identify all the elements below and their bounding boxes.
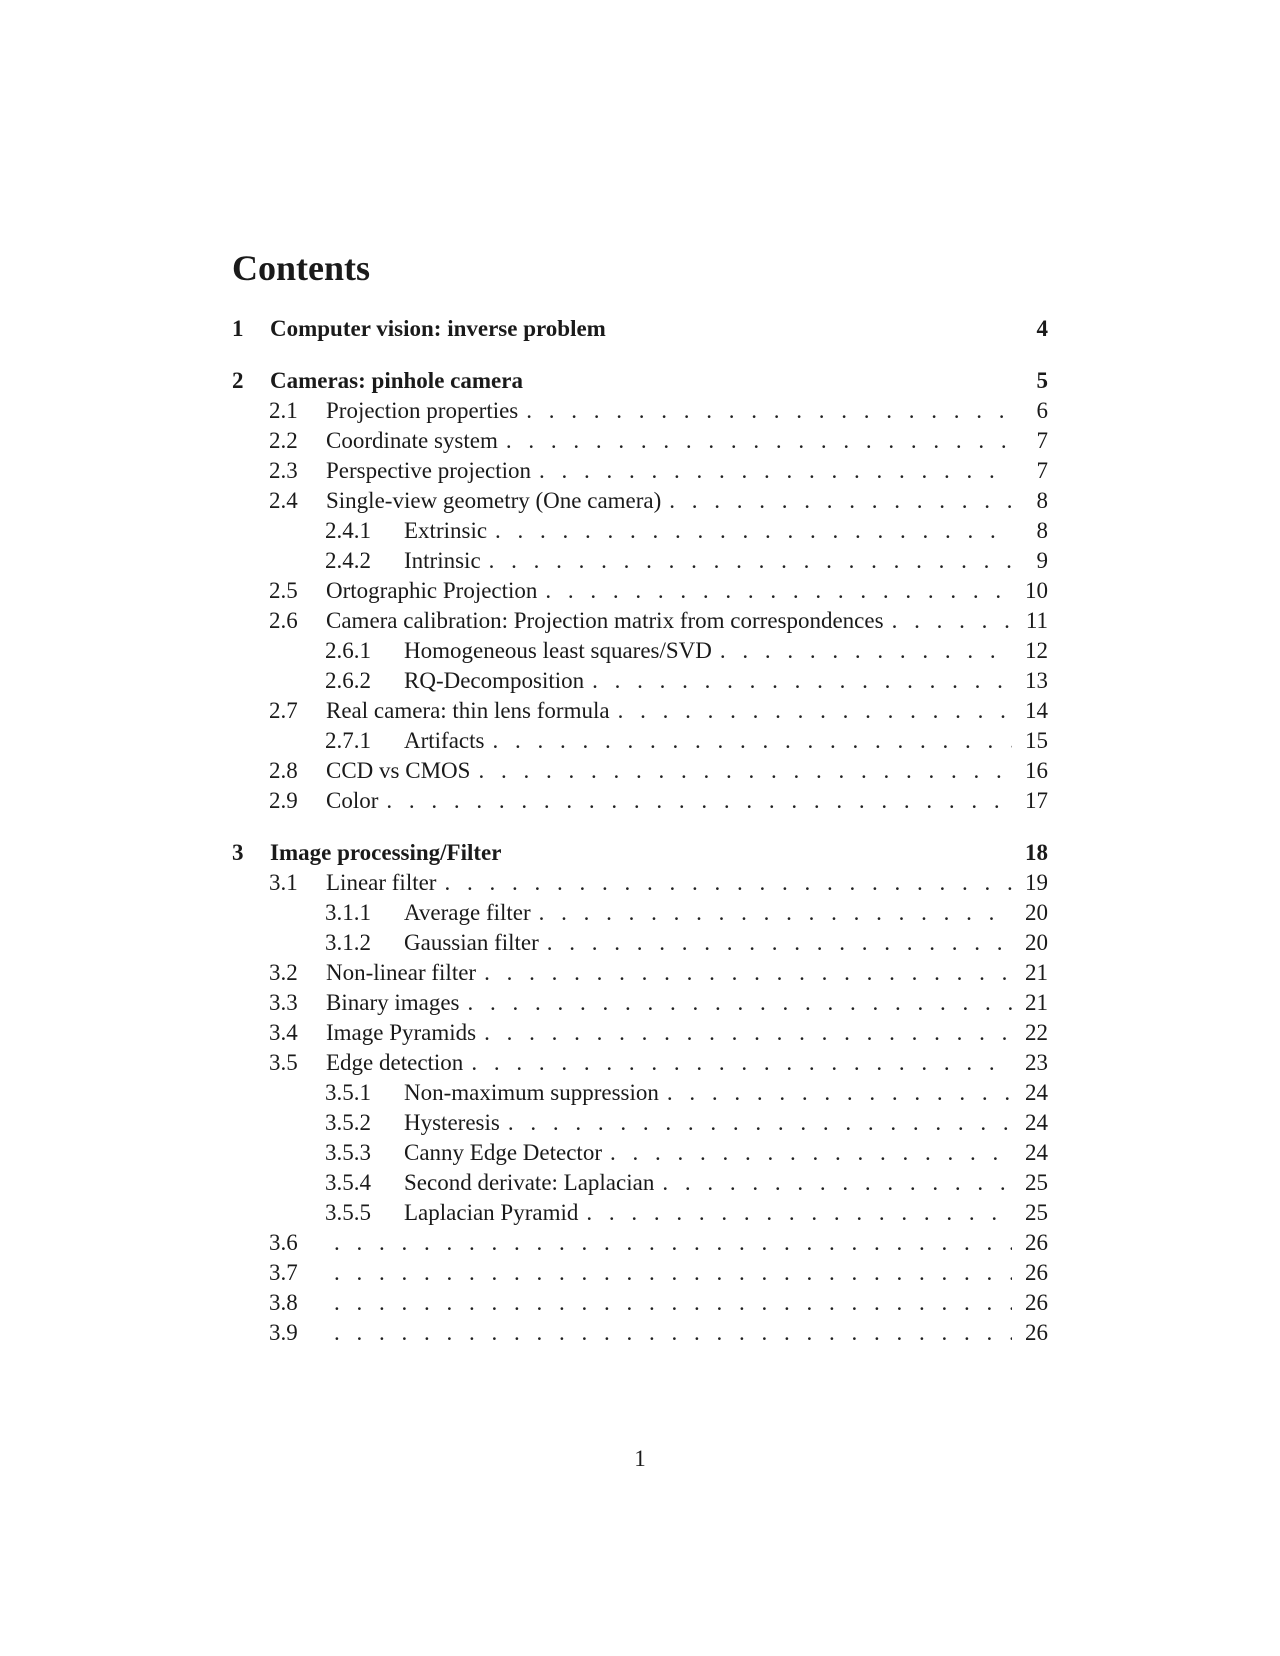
toc-entry-number: 2.1 — [269, 398, 298, 423]
toc-subsection-entry[interactable] — [232, 726, 1048, 756]
toc-dot-leader — [892, 606, 1012, 636]
toc-entry-number: 3.1.2 — [325, 930, 371, 955]
toc-entry-title: Ortographic Projection — [326, 578, 538, 603]
toc-entry-page: 21 — [1025, 990, 1048, 1015]
toc-section-entry[interactable] — [232, 1018, 1048, 1048]
toc-entry-title: Artifacts — [404, 728, 485, 753]
toc-entry-page: 20 — [1025, 900, 1048, 925]
toc-entry-page: 7 — [1036, 458, 1048, 483]
toc-entry-page: 11 — [1025, 608, 1048, 633]
toc-entry-page: 24 — [1025, 1080, 1048, 1105]
toc-chapter-entry[interactable] — [232, 838, 1048, 868]
toc-dot-leader — [492, 726, 1012, 756]
toc-section-entry[interactable] — [232, 1048, 1048, 1078]
toc-dot-leader — [484, 958, 1012, 988]
toc-entry-number: 2.4.1 — [325, 518, 371, 543]
toc-entry-number: 3.1 — [269, 870, 298, 895]
toc-dot-leader — [586, 1198, 1012, 1228]
toc-entry-title: Intrinsic — [404, 548, 481, 573]
toc-entry-title: Image Pyramids — [326, 1020, 477, 1045]
toc-dot-leader — [720, 636, 1012, 666]
toc-entry-page: 24 — [1025, 1110, 1048, 1135]
toc-dot-leader — [547, 928, 1012, 958]
toc-section-entry[interactable] — [232, 868, 1048, 898]
toc-entry-number: 2.6 — [269, 608, 298, 633]
toc-section-entry[interactable] — [232, 1318, 1048, 1348]
toc-entry-page: 10 — [1025, 578, 1048, 603]
page-number: 1 — [634, 1446, 646, 1471]
toc-entry-page: 5 — [1036, 368, 1048, 393]
toc-entry-number: 2 — [232, 368, 244, 393]
toc-entry-title: Image processing/Filter — [270, 840, 502, 865]
toc-entry-number: 3.5 — [269, 1050, 298, 1075]
toc-dot-leader — [506, 426, 1012, 456]
toc-entry-number: 1 — [232, 316, 244, 341]
toc-subsection-entry[interactable] — [232, 1138, 1048, 1168]
toc-subsection-entry[interactable] — [232, 666, 1048, 696]
toc-entry-number: 3.8 — [269, 1290, 298, 1315]
toc-entry-number: 3.5.5 — [325, 1200, 371, 1225]
toc-section-entry[interactable] — [232, 576, 1048, 606]
toc-dot-leader — [667, 1078, 1012, 1108]
toc-chapter-entry[interactable] — [232, 314, 1048, 344]
toc-entry-number: 2.7 — [269, 698, 298, 723]
toc-entry-page: 16 — [1025, 758, 1048, 783]
toc-section-entry[interactable] — [232, 988, 1048, 1018]
toc-section-entry[interactable] — [232, 786, 1048, 816]
toc-section-entry[interactable] — [232, 696, 1048, 726]
toc-entry-number: 3.5.4 — [325, 1170, 371, 1195]
toc-dot-leader — [539, 456, 1012, 486]
toc-entry-page: 19 — [1025, 870, 1048, 895]
toc-entry-title: Homogeneous least squares/SVD — [404, 638, 712, 663]
toc-entry-page: 9 — [1036, 548, 1048, 573]
toc-entry-number: 2.9 — [269, 788, 298, 813]
toc-section-entry[interactable] — [232, 456, 1048, 486]
page-title: Contents — [232, 248, 371, 288]
toc-section-entry[interactable] — [232, 1228, 1048, 1258]
toc-section-entry[interactable] — [232, 1288, 1048, 1318]
toc-entry-title: Single-view geometry (One camera) — [326, 488, 662, 513]
toc-entry-page: 18 — [1025, 840, 1048, 865]
toc-entry-title: Camera calibration: Projection matrix from correspondences — [326, 608, 884, 633]
toc-entry-page: 24 — [1025, 1140, 1048, 1165]
toc-subsection-entry[interactable] — [232, 1198, 1048, 1228]
toc-subsection-entry[interactable] — [232, 928, 1048, 958]
toc-dot-leader — [610, 1138, 1012, 1168]
toc-entry-page: 25 — [1025, 1170, 1048, 1195]
toc-entry-page: 26 — [1025, 1320, 1048, 1345]
toc-dot-leader — [386, 786, 1012, 816]
toc-entry-title: Coordinate system — [326, 428, 498, 453]
toc-dot-leader — [618, 696, 1012, 726]
toc-section-entry[interactable] — [232, 606, 1048, 636]
toc-entry-number: 2.4.2 — [325, 548, 371, 573]
toc-dot-leader — [334, 1258, 1012, 1288]
toc-entry-page: 8 — [1036, 488, 1048, 513]
toc-entry-number: 3.4 — [269, 1020, 298, 1045]
toc-dot-leader — [334, 1288, 1012, 1318]
toc-entry-page: 8 — [1036, 518, 1048, 543]
toc-dot-leader — [478, 756, 1012, 786]
toc-entry-number: 3.5.3 — [325, 1140, 371, 1165]
toc-entry-number: 3.9 — [269, 1320, 298, 1345]
toc-entry-page: 17 — [1025, 788, 1048, 813]
toc-entry-title: Computer vision: inverse problem — [270, 316, 606, 341]
toc-entry-title: Canny Edge Detector — [404, 1140, 602, 1165]
toc-entry-page: 15 — [1025, 728, 1048, 753]
toc-entry-page: 22 — [1025, 1020, 1048, 1045]
toc-section-entry[interactable] — [232, 1258, 1048, 1288]
toc-subsection-entry[interactable] — [232, 1078, 1048, 1108]
toc-dot-leader — [489, 546, 1012, 576]
toc-dot-leader — [444, 868, 1012, 898]
toc-entry-page: 25 — [1025, 1200, 1048, 1225]
toc-dot-leader — [592, 666, 1012, 696]
toc-entry-title: Laplacian Pyramid — [404, 1200, 579, 1225]
toc-entry-title: Hysteresis — [404, 1110, 500, 1135]
toc-entry-title: Projection properties — [326, 398, 519, 423]
toc-dot-leader — [468, 988, 1013, 1018]
toc-entry-title: Color — [326, 788, 379, 813]
toc-subsection-entry[interactable] — [232, 1108, 1048, 1138]
toc-entry-page: 14 — [1025, 698, 1048, 723]
toc-entry-title: Extrinsic — [404, 518, 488, 543]
toc-section-entry[interactable] — [232, 486, 1048, 516]
toc-entry-number: 3.7 — [269, 1260, 298, 1285]
toc-entry-page: 23 — [1025, 1050, 1048, 1075]
toc-entry-number: 2.4 — [269, 488, 298, 513]
toc-entry-title: Linear filter — [326, 870, 437, 895]
table-of-contents — [232, 314, 1048, 1348]
toc-entry-page: 13 — [1025, 668, 1048, 693]
toc-section-entry[interactable] — [232, 958, 1048, 988]
toc-chapter-entry[interactable] — [232, 366, 1048, 396]
toc-entry-number: 2.6.2 — [325, 668, 371, 693]
toc-entry-title: Real camera: thin lens formula — [326, 698, 610, 723]
toc-dot-leader — [495, 516, 1012, 546]
toc-entry-title: Perspective projection — [326, 458, 532, 483]
toc-dot-leader — [484, 1018, 1012, 1048]
toc-dot-leader — [662, 1168, 1012, 1198]
toc-subsection-entry[interactable] — [232, 636, 1048, 666]
toc-section-entry[interactable] — [232, 396, 1048, 426]
toc-entry-number: 2.5 — [269, 578, 298, 603]
toc-entry-number: 2.3 — [269, 458, 298, 483]
toc-entry-page: 21 — [1025, 960, 1048, 985]
toc-entry-number: 2.2 — [269, 428, 298, 453]
toc-entry-page: 26 — [1025, 1290, 1048, 1315]
toc-dot-leader — [526, 396, 1012, 426]
toc-section-entry[interactable] — [232, 426, 1048, 456]
toc-entry-number: 3.5.2 — [325, 1110, 371, 1135]
toc-entry-number: 3.2 — [269, 960, 298, 985]
toc-entry-title: Non-linear filter — [326, 960, 477, 985]
toc-entry-number: 3.1.1 — [325, 900, 371, 925]
toc-entry-title: Binary images — [326, 990, 460, 1015]
toc-entry-page: 4 — [1036, 316, 1048, 341]
toc-entry-number: 3 — [232, 840, 244, 865]
toc-entry-title: Non-maximum suppression — [404, 1080, 659, 1105]
toc-entry-number: 3.6 — [269, 1230, 298, 1255]
toc-entry-page: 12 — [1025, 638, 1048, 663]
toc-subsection-entry[interactable] — [232, 546, 1048, 576]
toc-entry-number: 2.8 — [269, 758, 298, 783]
toc-subsection-entry[interactable] — [232, 516, 1048, 546]
toc-subsection-entry[interactable] — [232, 898, 1048, 928]
toc-entry-title: RQ-Decomposition — [404, 668, 585, 693]
toc-entry-title: Gaussian filter — [404, 930, 539, 955]
toc-section-entry[interactable] — [232, 756, 1048, 786]
toc-dot-leader — [508, 1108, 1012, 1138]
toc-entry-page: 26 — [1025, 1230, 1048, 1255]
toc-entry-title: CCD vs CMOS — [326, 758, 471, 783]
toc-entry-page: 26 — [1025, 1260, 1048, 1285]
toc-entry-number: 2.6.1 — [325, 638, 371, 663]
toc-dot-leader — [545, 576, 1012, 606]
toc-entry-number: 2.7.1 — [325, 728, 371, 753]
toc-dot-leader — [334, 1228, 1012, 1258]
toc-entry-page: 6 — [1036, 398, 1048, 423]
toc-entry-number: 3.5.1 — [325, 1080, 371, 1105]
toc-dot-leader — [334, 1318, 1012, 1348]
toc-entry-page: 7 — [1036, 428, 1048, 453]
toc-entry-number: 3.3 — [269, 990, 298, 1015]
toc-entry-title: Edge detection — [326, 1050, 464, 1075]
toc-dot-leader — [669, 486, 1012, 516]
toc-entry-title: Second derivate: Laplacian — [404, 1170, 655, 1195]
toc-dot-leader — [471, 1048, 1012, 1078]
toc-entry-title: Cameras: pinhole camera — [270, 368, 523, 393]
toc-dot-leader — [539, 898, 1012, 928]
toc-entry-page: 20 — [1025, 930, 1048, 955]
toc-subsection-entry[interactable] — [232, 1168, 1048, 1198]
toc-entry-title: Average filter — [404, 900, 531, 925]
